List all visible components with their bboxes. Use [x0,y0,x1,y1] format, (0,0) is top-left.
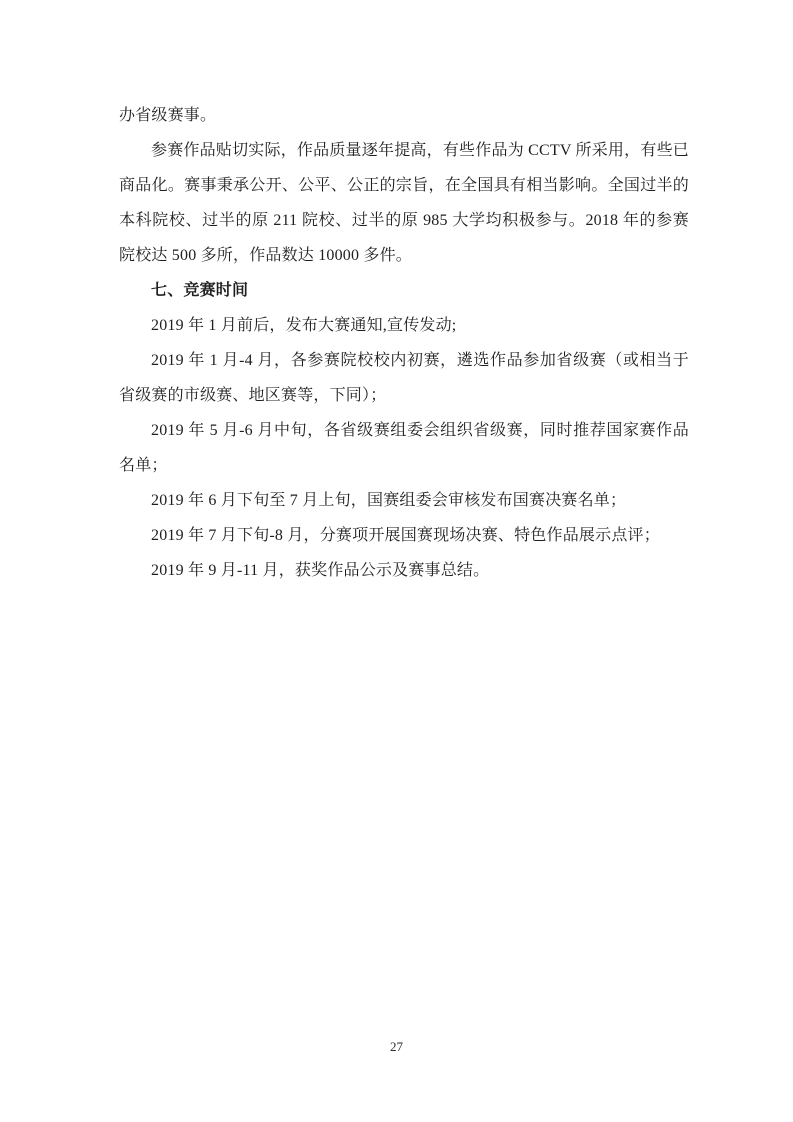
document-body [119,98,689,588]
page-footer [0,1038,793,1056]
paragraph: 2019 年 5 月-6 月中旬，各省级赛组委会组织省级赛，同时推荐国家赛作品名单； [119,422,689,474]
paragraph: 办省级赛事。 [119,107,217,124]
paragraph: 2019 年 6 月下旬至 7 月上旬，国赛组委会审核发布国赛决赛名单； [151,492,627,509]
paragraph: 2019 年 7 月下旬-8 月，分赛项开展国赛现场决赛、特色作品展示点评； [151,527,660,544]
paragraph: 2019 年 1 月前后，发布大赛通知,宣传发动; [151,317,457,334]
paragraph: 2019 年 9 月-11 月，获奖作品公示及赛事总结。 [151,562,490,579]
page-number: 27 [390,1039,403,1054]
paragraph: 2019 年 1 月-4 月，各参赛院校校内初赛，遴选作品参加省级赛（或相当于省级赛的市级赛、地区赛等，下同）； [119,352,689,404]
section-heading: 七、竞赛时间 [151,282,249,299]
paragraph: 参赛作品贴切实际，作品质量逐年提高，有些作品为 CCTV 所采用，有些已商品化。赛事秉承公开、公平、公正的宗旨，在全国具有相当影响。全国过半的本科院校、过半的原 211 院校、过半的原 985 大学均积极参与。2018 年的参赛院校达 500 多所，作品数达 10000 多件。 [119,142,689,264]
